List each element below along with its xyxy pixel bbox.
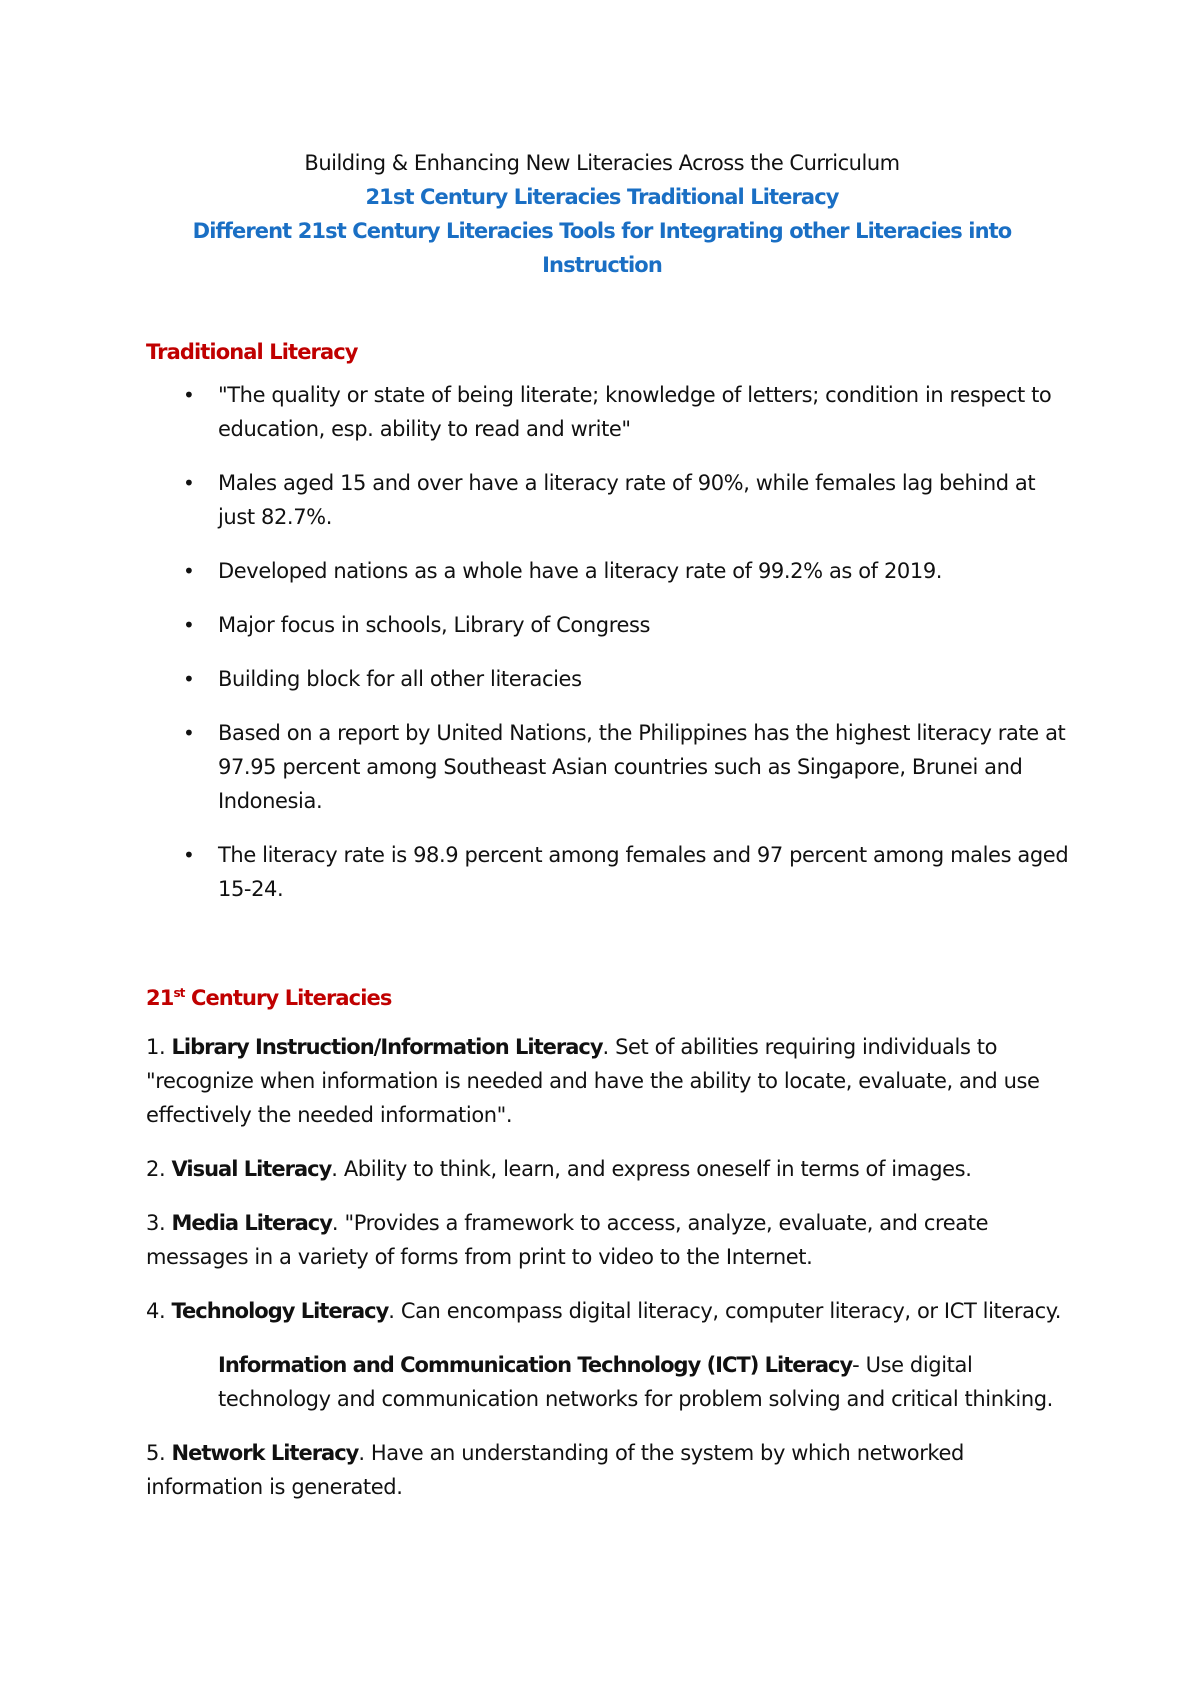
- item-number: 3.: [146, 1211, 172, 1235]
- bullet-icon: •: [183, 667, 195, 691]
- item-term: Information and Communication Technology (ICT) Literacy: [218, 1353, 853, 1377]
- list-item-text: "The quality or state of being literate; knowledge of letters; condition in respect to education, esp. ability to read and write": [218, 383, 1052, 441]
- list-item: [146, 466, 1070, 534]
- bullet-icon: •: [183, 383, 195, 407]
- document-title: Building & Enhancing New Literacies Across the Curriculum: [304, 151, 900, 175]
- list-item: [146, 1294, 1070, 1328]
- document-subtitle-1: 21st Century Literacies Traditional Literacy: [365, 185, 839, 209]
- bullet-icon: •: [183, 471, 195, 495]
- document-header: [134, 146, 1070, 282]
- list-item-text: Developed nations as a whole have a literacy rate of 99.2% as of 2019.: [218, 559, 943, 583]
- list-item: [146, 662, 1070, 696]
- traditional-literacy-heading: Traditional Literacy: [146, 340, 358, 364]
- bullet-icon: •: [183, 721, 195, 745]
- list-item-text: The literacy rate is 98.9 percent among females and 97 percent among males aged 15-24.: [218, 843, 1069, 901]
- item-text: . "Provides a framework to access, analyze, evaluate, and create messages in a variety of forms from print to video to the Internet.: [146, 1211, 989, 1269]
- item-text: . Have an understanding of the system by which networked information is generated.: [146, 1441, 964, 1499]
- item-text: - Use digital technology and communication networks for problem solving and critical thinking.: [218, 1353, 1053, 1411]
- item-number: 1.: [146, 1035, 172, 1059]
- bullet-icon: •: [183, 559, 195, 583]
- list-item: [146, 716, 1070, 818]
- document-subtitle-2: Different 21st Century Literacies Tools for Integrating other Literacies into Instruction: [192, 219, 1012, 277]
- list-item: [146, 838, 1070, 906]
- item-term: Network Literacy: [171, 1441, 359, 1465]
- item-term: Media Literacy: [171, 1211, 332, 1235]
- item-term: Technology Literacy: [171, 1299, 389, 1323]
- list-item: [146, 1206, 1070, 1274]
- item-text: . Can encompass digital literacy, computer literacy, or ICT literacy.: [388, 1299, 1062, 1323]
- list-item: [146, 1030, 1070, 1132]
- list-item: [146, 378, 1070, 446]
- bullet-icon: •: [183, 613, 195, 637]
- item-text: . Ability to think, learn, and express oneself in terms of images.: [331, 1157, 972, 1181]
- list-item-text: Major focus in schools, Library of Congress: [218, 613, 651, 637]
- list-item: [146, 1152, 1070, 1186]
- list-item-text: Males aged 15 and over have a literacy rate of 90%, while females lag behind at just 82.7%.: [218, 471, 1036, 529]
- heading-number: 21: [146, 986, 174, 1010]
- list-item: [146, 608, 1070, 642]
- century-literacies-heading: [146, 986, 1070, 1010]
- ict-literacy-subitem: [146, 1348, 1070, 1416]
- item-number: 4.: [146, 1299, 172, 1323]
- century-literacies-list-continued: [146, 1436, 1070, 1504]
- list-item: [146, 554, 1070, 588]
- heading-text: Century Literacies: [184, 986, 392, 1010]
- item-text: . Set of abilities requiring individuals to "recognize when information is needed and have the ability to locate, evaluate, and use effectively the needed information".: [146, 1035, 1040, 1127]
- traditional-literacy-list: [146, 378, 1070, 906]
- item-term: Visual Literacy: [171, 1157, 332, 1181]
- list-item-text: Based on a report by United Nations, the Philippines has the highest literacy rate at 97.95 percent among Southeast Asian countries such as Singapore, Brunei and Indonesia.: [218, 721, 1066, 813]
- heading-ordinal: st: [173, 986, 185, 1000]
- item-term: Library Instruction/Information Literacy: [171, 1035, 603, 1059]
- list-item: [146, 1436, 1070, 1504]
- century-literacies-list: [146, 1030, 1070, 1328]
- list-item-text: Building block for all other literacies: [218, 667, 582, 691]
- item-number: 5.: [146, 1441, 172, 1465]
- bullet-icon: •: [183, 843, 195, 867]
- item-number: 2.: [146, 1157, 172, 1181]
